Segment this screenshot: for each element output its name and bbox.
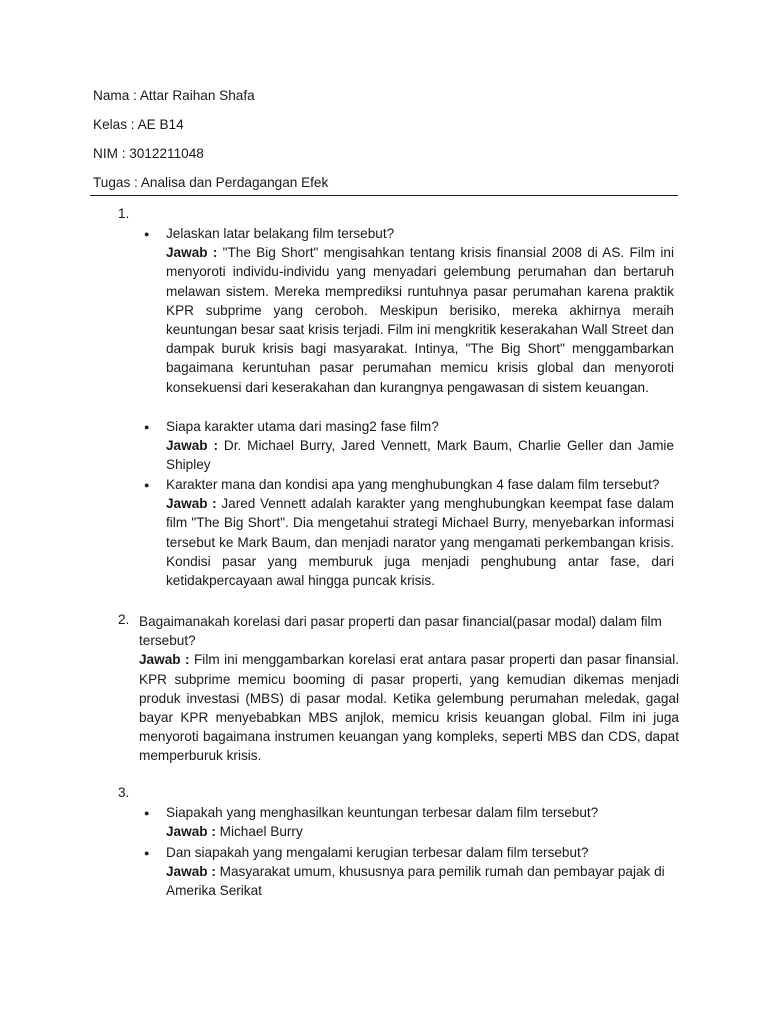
section-2-block — [139, 612, 679, 766]
list-item — [166, 843, 674, 901]
question-text: Dan siapakah yang mengalami kerugian terbesar dalam film tersebut? — [166, 845, 589, 860]
answer-label: Jawab : — [166, 864, 216, 880]
answer-text — [166, 243, 674, 397]
header-nim: NIM : 3012211048 — [93, 146, 204, 161]
answer-text — [139, 650, 679, 765]
section-2-number: 2. — [118, 612, 130, 627]
answer-body: Michael Burry — [219, 824, 303, 840]
header-kelas: Kelas : AE B14 — [93, 117, 184, 132]
answer-label: Jawab : — [139, 652, 190, 668]
answer-body: Jared Vennett adalah karakter yang menghubungkan keempat fase dalam film "The Big Short". Dia mengetahui strategi Michael Burry, menyebarkan informasi tersebut ke Mark Baum, dan menjadi narator yang mengamati perkembangan krisis. Kondisi pasar yang memburuk juga menjadi penghubung antar fase, dari ketidakpercayaan awal hingga puncak krisis. — [166, 496, 674, 589]
bullet-icon: ● — [144, 422, 150, 432]
list-item — [166, 224, 674, 397]
answer-text — [166, 822, 674, 841]
header-nama: Nama : Attar Raihan Shafa — [93, 88, 255, 103]
question-text: Jelaskan latar belakang film tersebut? — [166, 226, 395, 241]
answer-label: Jawab : — [166, 245, 218, 261]
answer-label: Jawab : — [166, 496, 217, 512]
answer-label: Jawab : — [166, 824, 216, 840]
question-text: Karakter mana dan kondisi apa yang menghubungkan 4 fase dalam film tersebut? — [166, 477, 660, 492]
bullet-icon: ● — [144, 229, 150, 239]
question-text: Siapakah yang menghasilkan keuntungan terbesar dalam film tersebut? — [166, 805, 599, 820]
answer-body: "The Big Short" mengisahkan tentang krisis finansial 2008 di AS. Film ini menyoroti individu-individu yang menyadari gelembung perumahan dan bertaruh melawan sistem. Mereka memprediksi runtuhnya pasar perumahan karena praktik KPR subprime yang ceroboh. Meskipun berisiko, mereka akhirnya meraih keuntungan besar saat krisis terjadi. Film ini mengkritik keserakahan Wall Street dan dampak buruk krisis bagi masyarakat. Intinya, "The Big Short" menggambarkan bagaimana keruntuhan pasar perumahan memicu krisis global dan menyoroti konsekuensi dari keserakahan dan kurangnya pengawasan di sistem keuangan. — [166, 245, 674, 395]
list-item — [166, 803, 674, 841]
answer-body: Masyarakat umum, khususnya para pemilik rumah dan pembayar pajak di Amerika Serikat — [166, 864, 665, 899]
section-3-number: 3. — [118, 785, 130, 800]
bullet-icon: ● — [144, 848, 150, 858]
list-item — [166, 475, 674, 590]
question-text: Bagaimanakah korelasi dari pasar properti dan pasar financial(pasar modal) dalam film tersebut? — [139, 614, 662, 649]
question-text: Siapa karakter utama dari masing2 fase film? — [166, 419, 439, 434]
answer-body: Dr. Michael Burry, Jared Vennett, Mark Baum, Charlie Geller dan Jamie Shipley — [166, 438, 674, 473]
answer-text — [166, 436, 674, 474]
header-divider — [90, 195, 678, 196]
list-item — [166, 417, 674, 475]
answer-label: Jawab : — [166, 438, 218, 454]
bullet-icon: ● — [144, 808, 150, 818]
section-1-number: 1. — [118, 206, 130, 221]
bullet-icon: ● — [144, 480, 150, 490]
answer-body: Film ini menggambarkan korelasi erat antara pasar properti dan pasar finansial. KPR subprime memicu booming di pasar properti, yang kemudian dikemas menjadi produk investasi (MBS) di pasar modal. Ketika gelembung perumahan meledak, gagal bayar KPR menyebabkan MBS anjlok, memicu krisis keuangan global. Film ini juga menyoroti bagaimana instrumen keuangan yang kompleks, seperti MBS dan CDS, dapat memperburuk krisis. — [139, 652, 679, 764]
answer-text — [166, 862, 674, 900]
answer-text — [166, 494, 674, 590]
header-tugas: Tugas : Analisa dan Perdagangan Efek — [93, 175, 329, 190]
